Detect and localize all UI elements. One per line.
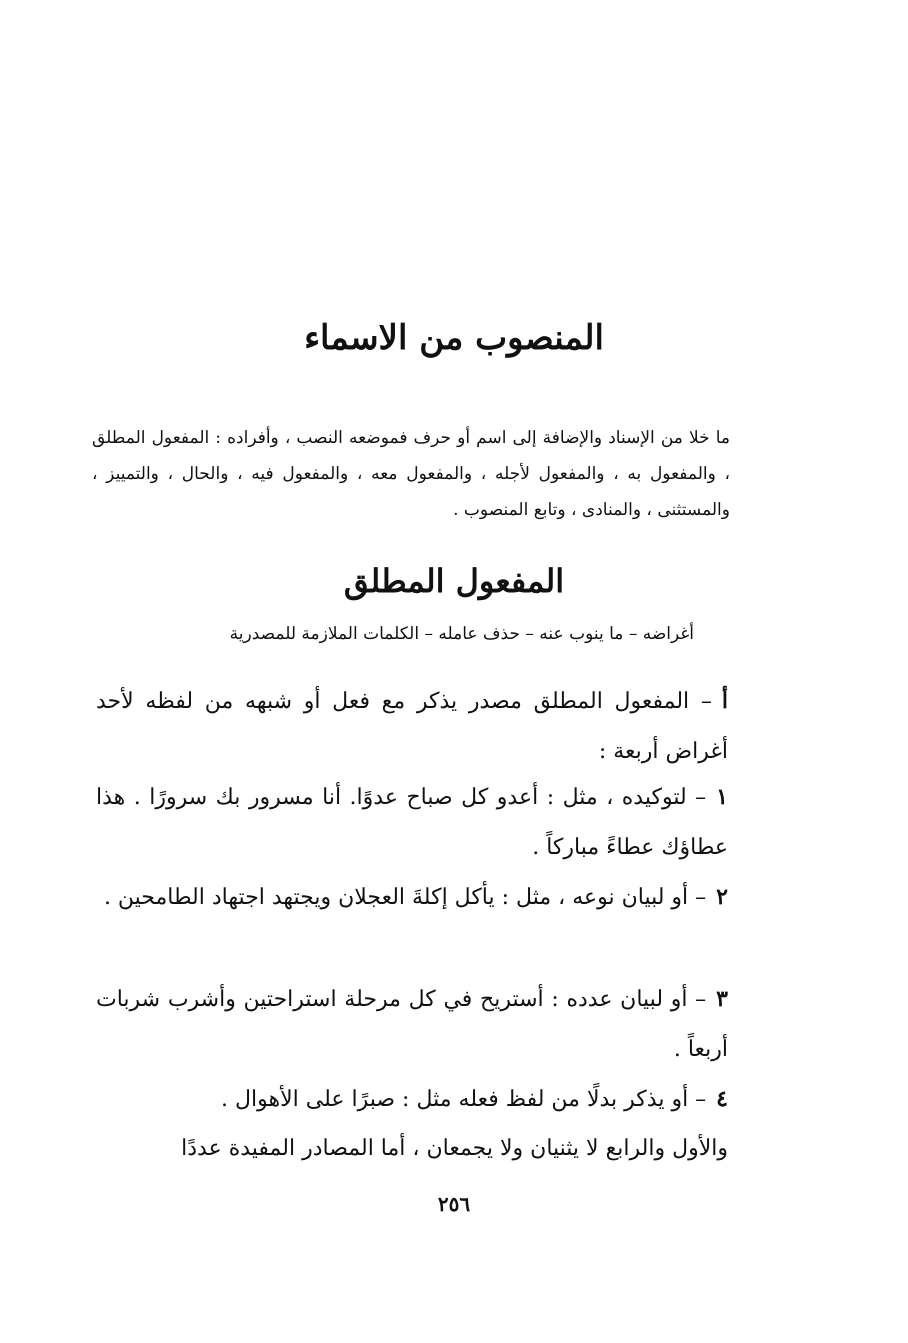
section-subtitle: أغراضه – ما ينوب عنه – حذف عامله – الكلمات الملازمة للمصدرية (229, 624, 694, 644)
paragraph-1 (96, 772, 728, 873)
paragraph-label: ٢ (716, 884, 728, 910)
paragraph-label: ٤ (716, 1086, 728, 1112)
paragraph-2 (96, 872, 728, 923)
paragraph-text: – أو لبيان عدده : أستريح في كل مرحلة استراحتين وأشرب شربات أربعاً . (96, 987, 728, 1062)
paragraph-text: – أو لبيان نوعه ، مثل : يأكل إكلةَ العجلان ويجتهد اجتهاد الطامحين . (103, 885, 707, 910)
page-title: المنصوب من الاسماء (304, 318, 604, 358)
page-number: ٢٥٦ (437, 1192, 471, 1216)
paragraph-label: أ (721, 688, 728, 714)
paragraph-text: والأول والرابع لا يثنيان ولا يجمعان ، أما المصادر المفيدة عددًا (181, 1136, 728, 1161)
paragraph-text: – لتوكيده ، مثل : أعدو كل صباح عدوًا. أنا مسرور بك سرورًا . هذا عطاؤك عطاءً مباركاً . (96, 785, 728, 860)
paragraph-a (96, 676, 728, 777)
paragraph-text: – أو يذكر بدلًا من لفظ فعله مثل : صبرًا على الأهوال . (221, 1087, 707, 1112)
paragraph-text: – المفعول المطلق مصدر يذكر مع فعل أو شبهه من لفظه لأحد أغراض أربعة : (96, 689, 728, 764)
paragraph-label: ١ (716, 784, 728, 810)
paragraph-label: ٣ (716, 986, 728, 1012)
paragraph-3 (96, 974, 728, 1075)
section-title: المفعول المطلق (343, 562, 565, 600)
paragraph-4 (96, 1074, 728, 1125)
intro-paragraph: ما خلا من الإسناد والإضافة إلى اسم أو حرف فموضعه النصب ، وأفراده : المفعول المطلق ، والمفعول به ، والمفعول لأجله ، والمفعول معه ، والمفعول فيه ، والحال ، والتمييز ، والمستثنى ، والمنادى ، وتابع المنصوب . (92, 428, 730, 520)
paragraph-continuation (96, 1124, 728, 1174)
